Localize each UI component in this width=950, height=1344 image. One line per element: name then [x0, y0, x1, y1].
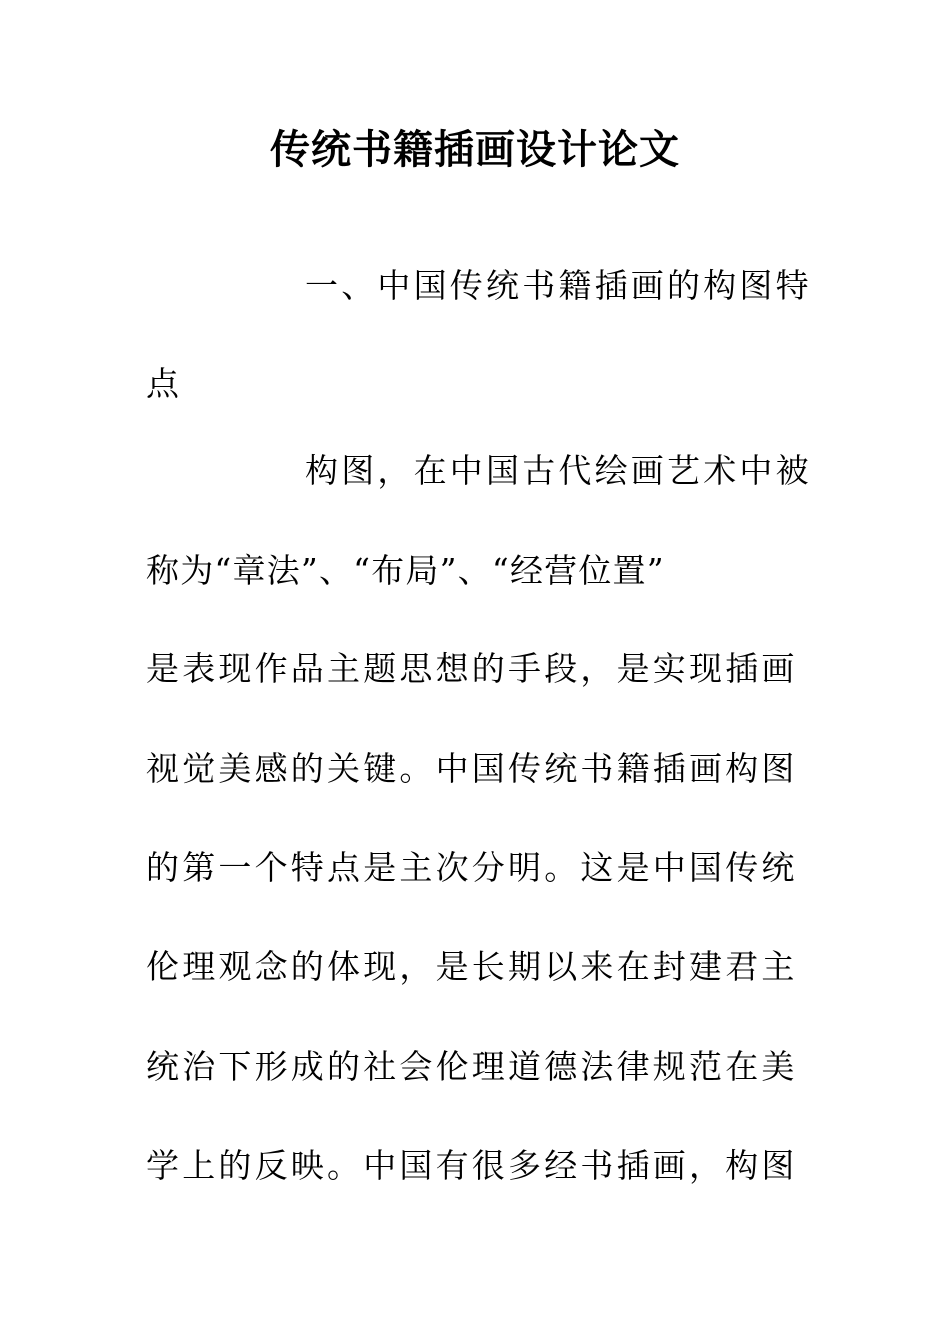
paragraph-line: 是表现作品主题思想的手段，是实现插画 [146, 649, 798, 688]
document-title: 传统书籍插画设计论文 [270, 126, 680, 173]
paragraph-line: 统治下形成的社会伦理道德法律规范在美 [146, 1047, 798, 1086]
paragraph-line: 构图，在中国古代绘画艺术中被 [305, 451, 812, 490]
paragraph-line: 学上的反映。中国有很多经书插画，构图 [146, 1146, 798, 1185]
section-heading-line: 一、中国传统书籍插画的构图特 [305, 266, 812, 305]
paragraph-line: 的第一个特点是主次分明。这是中国传统 [146, 848, 798, 887]
section-heading-continuation: 点 [146, 364, 183, 403]
paragraph-line: 视觉美感的关键。中国传统书籍插画构图 [146, 749, 798, 788]
paragraph-line: 称为“章法”、“布局”、“经营位置” [146, 551, 665, 590]
paragraph-line: 伦理观念的体现，是长期以来在封建君主 [146, 947, 798, 986]
